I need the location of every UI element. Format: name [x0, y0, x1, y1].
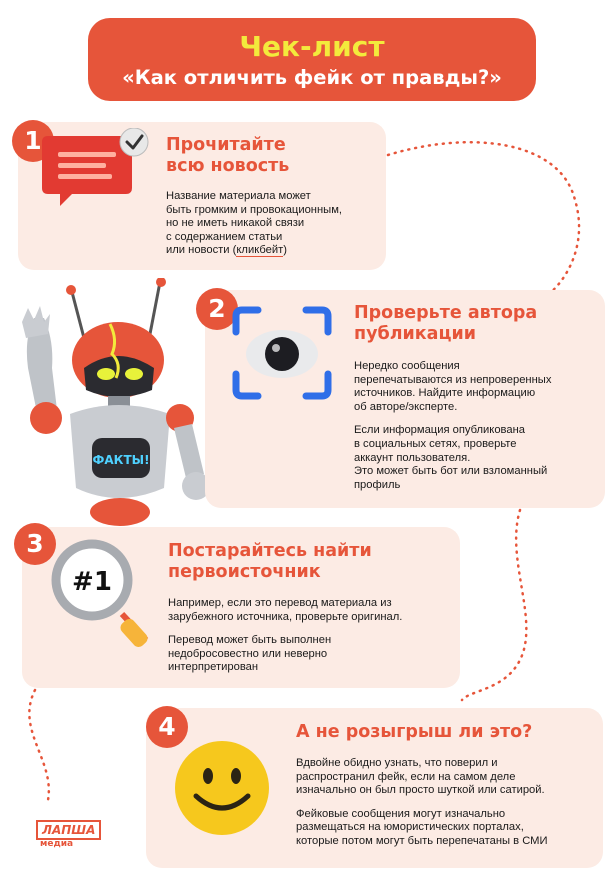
step-title-1: Прочитайте всю новость	[166, 135, 290, 176]
step-number-3: 3	[14, 523, 56, 565]
logo-name: ЛАПША	[36, 820, 101, 840]
step-text-3: Например, если это перевод материала из зарубежного источника, проверьте оригинал. Перевод может быть выполнен недобросовестно или неверно интерпретирован	[168, 597, 403, 674]
smiley-icon	[172, 738, 272, 838]
page-subtitle: «Как отличить фейк от правды?»	[122, 66, 502, 89]
step-title-4: А не розыгрыш ли это?	[296, 722, 533, 742]
clickbait-term: кликбейт	[236, 244, 284, 257]
brand-logo	[36, 821, 101, 849]
magnifier-icon	[50, 538, 158, 648]
step-number-4: 4	[146, 706, 188, 748]
logo-sub: медиа	[40, 839, 74, 849]
page-header	[88, 18, 536, 101]
step-number-1: 1	[12, 120, 54, 162]
magnifier-label: #1	[72, 567, 112, 597]
step-number-2: 2	[196, 288, 238, 330]
robot-screen-text: ФАКТЫ!	[92, 453, 150, 467]
step-text-4: Вдвойне обидно узнать, что поверил и распространил фейк, если на самом деле изначально он был просто шуткой или сатирой. Фейковые сообщения могут изначально размещаться на юмористических порталах, которые потом могут быть перепечатаны в СМИ	[296, 757, 548, 847]
step-text-2: Нередко сообщения перепечатываются из непроверенных источников. Найдите информацию об авторе/эксперте. Если информация опубликована в социальных сетях, проверьте аккаунт пользователя. Это может быть бот или взломанный профиль	[354, 360, 552, 491]
step-title-2: Проверьте автора публикации	[354, 303, 538, 344]
step-title-3: Постарайтесь найти первоисточник	[168, 541, 372, 582]
message-check-icon	[38, 128, 156, 210]
page-title: Чек-лист	[239, 30, 385, 63]
eye-scan-icon	[232, 306, 332, 400]
step-text-1: Название материала может быть громким и провокационным, но не иметь никакой связи с содержанием статьи или новости (кликбейт)	[166, 190, 343, 257]
